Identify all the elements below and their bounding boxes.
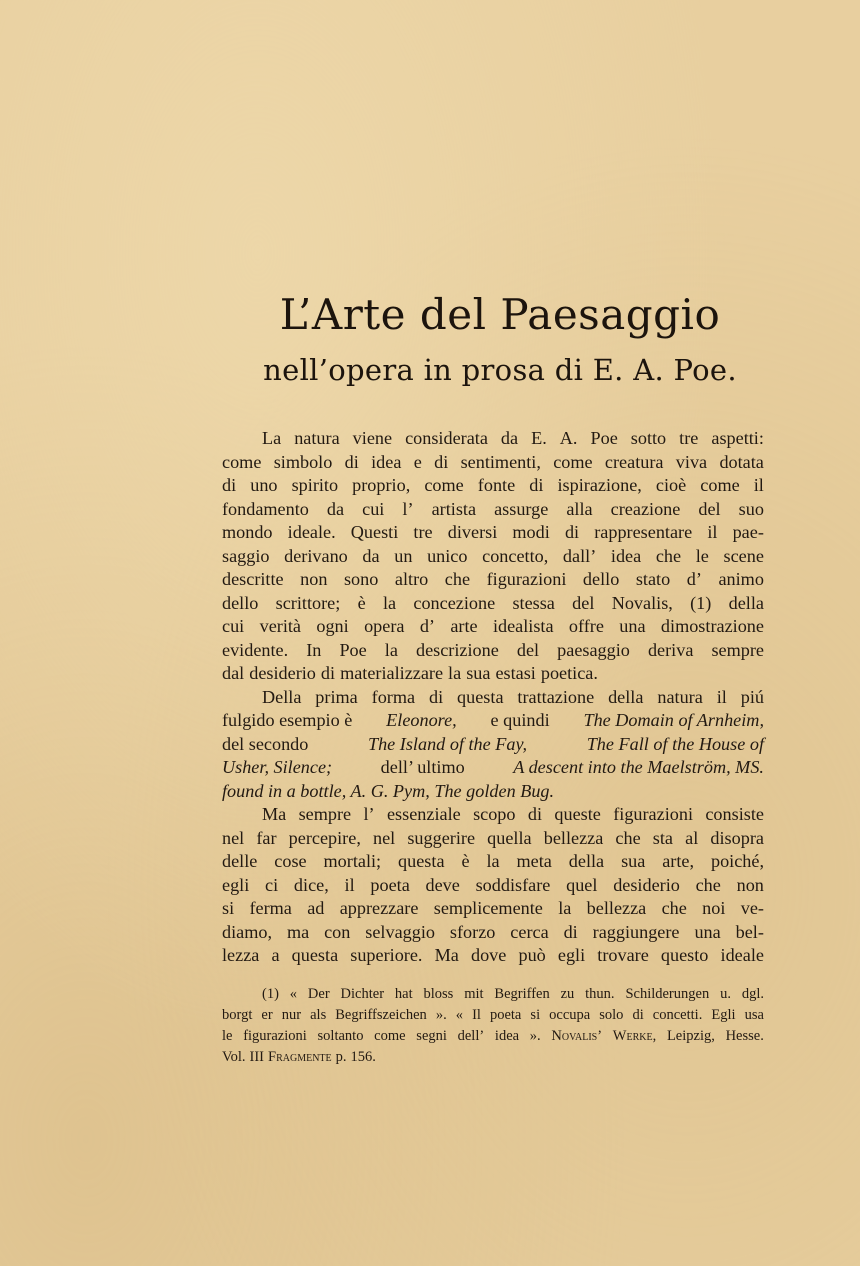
- word: ».: [435, 1007, 447, 1023]
- word: artista: [431, 498, 477, 519]
- word: suo: [738, 498, 764, 519]
- word: scrittore;: [275, 592, 341, 613]
- word: e: [413, 451, 422, 472]
- word: di: [344, 451, 359, 472]
- text-segment: dell’ ultimo: [380, 757, 465, 777]
- word: assurge: [494, 498, 549, 519]
- word: disopra: [710, 827, 764, 848]
- word: di: [563, 921, 578, 942]
- text-line: [222, 521, 764, 545]
- word: cui: [362, 498, 385, 519]
- work-title: Eleonore,: [386, 710, 457, 730]
- word: opera: [364, 616, 405, 636]
- word: dgl.: [741, 986, 764, 1002]
- word: una: [619, 616, 646, 636]
- word: natura: [294, 428, 340, 448]
- work-title: Usher, Silence;: [222, 757, 333, 777]
- word: ma: [286, 921, 310, 942]
- word: l’: [402, 498, 414, 519]
- word: dimostrazione: [660, 616, 764, 636]
- word: superiore.: [350, 945, 423, 965]
- word: selvaggio: [365, 921, 435, 942]
- word: solo: [599, 1007, 624, 1023]
- word: animo: [718, 569, 764, 589]
- work-title: found in a bottle, A. G. Pym, The golden Bug.: [222, 780, 555, 801]
- word: da: [500, 428, 519, 448]
- word: far: [256, 827, 277, 848]
- word: Schilderungen: [625, 986, 710, 1002]
- word: piú: [740, 686, 764, 707]
- word: cioè: [655, 475, 687, 495]
- word: desiderio: [249, 663, 316, 683]
- text-line: [222, 921, 764, 945]
- word: che: [444, 569, 471, 589]
- word: usa: [744, 1007, 764, 1023]
- word: simbolo: [273, 451, 333, 472]
- text-line: [222, 639, 764, 663]
- word: le: [222, 1028, 233, 1044]
- text-line: [222, 709, 764, 733]
- word: III: [249, 1049, 265, 1065]
- word: mondo: [222, 522, 273, 542]
- word: uno: [250, 475, 278, 495]
- text-line: [222, 568, 764, 592]
- word: offre: [568, 616, 604, 636]
- work-title: The Island of the Fay,: [367, 733, 528, 754]
- word: egli: [557, 945, 586, 965]
- word: prima: [315, 686, 358, 707]
- word: stato: [635, 569, 671, 589]
- word: bel-: [735, 921, 764, 942]
- word: idea: [371, 451, 402, 472]
- word: questa: [457, 686, 504, 707]
- word: è: [461, 851, 470, 871]
- footnotes: [222, 984, 764, 1068]
- word: er: [261, 1007, 273, 1023]
- word: poeta: [370, 874, 410, 895]
- word: ve-: [740, 898, 764, 918]
- word: Novalis,: [611, 592, 673, 613]
- word: nel: [373, 827, 396, 848]
- word: viva: [675, 451, 708, 472]
- word: viene: [352, 428, 393, 448]
- word: A.: [559, 428, 578, 448]
- word: idealista: [492, 616, 554, 636]
- word: creazione: [610, 498, 681, 519]
- word: dello: [582, 569, 620, 589]
- word: quel: [566, 874, 598, 895]
- word: Leipzig,: [666, 1028, 715, 1044]
- word: essenziale: [386, 804, 461, 824]
- word: Della: [262, 686, 302, 707]
- word: questa: [291, 945, 339, 965]
- word: desiderio: [613, 874, 680, 895]
- word: estasi: [495, 663, 536, 683]
- word: diversi: [447, 522, 498, 542]
- word: dal: [222, 663, 245, 683]
- text-line: [222, 686, 764, 710]
- word: di: [320, 663, 336, 683]
- word: noi: [702, 898, 726, 918]
- word: fondamento: [222, 498, 309, 519]
- word: questa: [398, 851, 445, 871]
- word: sempre: [298, 804, 352, 824]
- word: mit: [464, 986, 484, 1002]
- word: di: [428, 686, 444, 707]
- body-text: [222, 427, 764, 968]
- word: «: [455, 1007, 464, 1023]
- word: sforzo: [449, 921, 496, 942]
- word: è: [357, 592, 366, 613]
- word: alla: [566, 498, 593, 519]
- word: sta: [652, 827, 674, 848]
- word: che: [655, 545, 682, 566]
- word: la: [486, 851, 500, 871]
- word: tre: [413, 522, 433, 542]
- text-line: [222, 803, 764, 827]
- text-line: [222, 733, 764, 757]
- word: derivano: [284, 545, 348, 566]
- word: non: [736, 874, 764, 895]
- text-segment: fulgido esempio è: [222, 710, 353, 730]
- word: spirito: [291, 475, 339, 495]
- word: aspetti:: [711, 428, 764, 448]
- word: lezza: [222, 945, 260, 965]
- word: occupa: [549, 1007, 591, 1023]
- word: fonte: [477, 475, 516, 495]
- word: cose: [274, 851, 307, 871]
- text-segment: del secondo: [222, 733, 309, 754]
- word: poiché,: [710, 851, 764, 871]
- word: delle: [222, 851, 258, 871]
- word: al: [685, 827, 699, 848]
- word: sua: [466, 663, 491, 683]
- word: di: [434, 451, 449, 472]
- word: idea: [494, 1028, 520, 1044]
- text-line: [222, 498, 764, 522]
- word: un: [394, 545, 413, 566]
- word: descrizione: [415, 639, 499, 660]
- word: soltanto: [317, 1028, 364, 1044]
- word: ferma: [249, 898, 292, 918]
- word: tre: [679, 428, 699, 448]
- word: bellezza: [586, 898, 647, 918]
- word: ogni: [316, 616, 349, 636]
- work-title: The Fall of the House of: [586, 733, 764, 754]
- word: che: [695, 874, 721, 895]
- word: Ma: [434, 945, 459, 965]
- word: del: [516, 639, 540, 660]
- text-line: [222, 944, 764, 968]
- word: modi: [512, 522, 550, 542]
- word: sua: [621, 851, 646, 871]
- word: trattazione: [517, 686, 595, 707]
- word: raggiungere: [592, 921, 680, 942]
- word: come: [553, 451, 593, 472]
- word: dello: [222, 592, 259, 613]
- word: a: [271, 945, 280, 965]
- word: Fragmente: [268, 1049, 332, 1065]
- word: deriva: [647, 639, 694, 660]
- word: rappresentare: [594, 522, 693, 542]
- word: Werke,: [612, 1028, 657, 1044]
- text-line: [222, 451, 764, 475]
- text-line: [222, 615, 764, 639]
- word: come: [374, 1028, 406, 1044]
- word: della: [568, 851, 605, 871]
- word: questo: [660, 945, 709, 965]
- word: quella: [487, 827, 532, 848]
- word: di: [527, 804, 543, 824]
- word: trovare: [597, 945, 649, 965]
- text-line: [222, 756, 764, 780]
- word: La: [262, 428, 282, 448]
- text-line: [222, 592, 764, 616]
- word: zu: [560, 986, 575, 1002]
- word: dice,: [293, 874, 329, 895]
- word: del: [698, 498, 721, 519]
- word: Novalis’: [551, 1028, 603, 1044]
- page-subtitle: nell’opera in prosa di E. A. Poe.: [263, 353, 737, 387]
- word: natura: [657, 686, 703, 707]
- word: ».: [529, 1028, 541, 1044]
- word: una: [694, 921, 721, 942]
- word: Il: [472, 1007, 481, 1023]
- word: mortali;: [323, 851, 382, 871]
- word: si: [530, 1007, 541, 1023]
- word: materializzare: [340, 663, 444, 683]
- word: sono: [343, 569, 379, 589]
- word: evidente.: [222, 639, 289, 660]
- word: hat: [394, 986, 413, 1002]
- word: la: [384, 639, 398, 660]
- word: di: [222, 475, 237, 495]
- word: segni: [416, 1028, 447, 1044]
- word: als: [310, 1007, 327, 1023]
- word: concezione: [413, 592, 496, 613]
- text-line: [222, 780, 764, 804]
- word: sentimenti,: [460, 451, 541, 472]
- word: ad: [307, 898, 325, 918]
- word: dotata: [719, 451, 764, 472]
- word: diamo,: [222, 921, 273, 942]
- word: concetti.: [652, 1007, 703, 1023]
- word: nel: [222, 827, 245, 848]
- word: Poe: [339, 639, 367, 660]
- word: Der: [307, 986, 330, 1002]
- word: della: [728, 592, 764, 613]
- word: E.: [531, 428, 547, 448]
- work-title: The Domain of Arnheim,: [583, 710, 764, 730]
- word: che: [661, 898, 687, 918]
- word: la: [558, 898, 572, 918]
- word: p.: [335, 1049, 347, 1065]
- word: descritte: [222, 569, 284, 589]
- word: egli: [222, 874, 250, 895]
- word: Begriffszeichen: [335, 1007, 427, 1023]
- word: (1): [690, 592, 712, 613]
- word: suggerire: [407, 827, 476, 848]
- word: queste: [554, 804, 601, 824]
- word: come: [700, 475, 740, 495]
- word: unico: [427, 545, 468, 566]
- word: d’: [419, 616, 435, 636]
- word: poetica.: [540, 663, 598, 683]
- word: sotto: [630, 428, 667, 448]
- footnote-line: [222, 1026, 764, 1047]
- word: considerata: [405, 428, 488, 448]
- word: della: [608, 686, 644, 707]
- word: cui: [222, 616, 245, 636]
- word: Egli: [711, 1007, 736, 1023]
- word: meta: [516, 851, 552, 871]
- word: la: [448, 663, 462, 683]
- word: deve: [425, 874, 460, 895]
- word: forma: [371, 686, 416, 707]
- word: Poe: [590, 428, 618, 448]
- word: pae-: [732, 522, 764, 542]
- word: ideale: [720, 945, 764, 965]
- word: poeta: [489, 1007, 522, 1023]
- word: figurazioni: [243, 1028, 307, 1044]
- word: soddisfare: [475, 874, 551, 895]
- text-line: [222, 850, 764, 874]
- word: la: [382, 592, 397, 613]
- word: con: [324, 921, 351, 942]
- word: arte,: [662, 851, 695, 871]
- text-line: [222, 874, 764, 898]
- word: arte: [450, 616, 478, 636]
- word: il: [707, 522, 718, 542]
- word: verità: [259, 616, 301, 636]
- word: 156.: [350, 1049, 376, 1065]
- footnote-line: [222, 1005, 764, 1026]
- word: u.: [720, 986, 731, 1002]
- footnote-line: [222, 984, 764, 1005]
- word: di: [529, 475, 544, 495]
- word: cerca: [510, 921, 549, 942]
- text-line: [222, 545, 764, 569]
- word: sempre: [711, 639, 764, 660]
- word: «: [289, 986, 298, 1002]
- text-line: [222, 474, 764, 498]
- word: scopo: [473, 804, 516, 824]
- word: dove: [470, 945, 507, 965]
- word: Vol.: [222, 1049, 246, 1065]
- word: altro: [394, 569, 429, 589]
- word: apprezzare: [339, 898, 419, 918]
- word: Questi: [350, 522, 399, 542]
- word: concetto,: [482, 545, 549, 566]
- word: consiste: [705, 804, 764, 824]
- word: paesaggio: [557, 639, 630, 660]
- word: Begriffen: [494, 986, 550, 1002]
- word: dall’: [562, 545, 597, 566]
- word: l’: [363, 804, 375, 824]
- word: bloss: [423, 986, 454, 1002]
- word: da: [326, 498, 345, 519]
- word: scene: [723, 545, 764, 566]
- word: idea: [610, 545, 642, 566]
- word: Dichter: [340, 986, 385, 1002]
- word: bellezza: [543, 827, 604, 848]
- word: In: [306, 639, 322, 660]
- word: le: [695, 545, 709, 566]
- word: dell’: [457, 1028, 485, 1044]
- word: ideale.: [287, 522, 336, 542]
- page-title: L’Arte del Paesaggio: [279, 290, 721, 339]
- word: il: [716, 686, 727, 707]
- word: come: [222, 451, 262, 472]
- word: proprio,: [352, 475, 411, 495]
- word: il: [753, 475, 764, 495]
- word: come: [424, 475, 464, 495]
- word: saggio: [222, 545, 270, 566]
- word: semplicemente: [433, 898, 543, 918]
- text-line: [222, 427, 764, 451]
- word: nur: [281, 1007, 302, 1023]
- word: Hesse.: [725, 1028, 764, 1044]
- text-segment: e quindi: [490, 710, 550, 730]
- word: (1): [262, 986, 279, 1002]
- word: thun.: [585, 986, 615, 1002]
- word: di: [632, 1007, 644, 1023]
- word: può: [518, 945, 546, 965]
- word: ci: [265, 874, 279, 895]
- word: borgt: [222, 1007, 253, 1023]
- word: del: [572, 592, 595, 613]
- word: stessa: [512, 592, 555, 613]
- word: il: [344, 874, 355, 895]
- work-title: A descent into the Maelström, MS.: [513, 757, 764, 777]
- word: creatura: [604, 451, 664, 472]
- text-line: [222, 662, 764, 686]
- text-line: [222, 897, 764, 921]
- word: figurazioni: [486, 569, 567, 589]
- word: si: [222, 898, 235, 918]
- word: ispirazione,: [557, 475, 642, 495]
- word: non: [300, 569, 328, 589]
- footnote-line: [222, 1047, 764, 1068]
- word: Ma: [262, 804, 287, 824]
- word: percepire,: [288, 827, 361, 848]
- word: figurazioni: [613, 804, 693, 824]
- word: di: [564, 522, 580, 542]
- word: d’: [686, 569, 702, 589]
- text-line: [222, 827, 764, 851]
- word: da: [362, 545, 380, 566]
- word: che: [615, 827, 641, 848]
